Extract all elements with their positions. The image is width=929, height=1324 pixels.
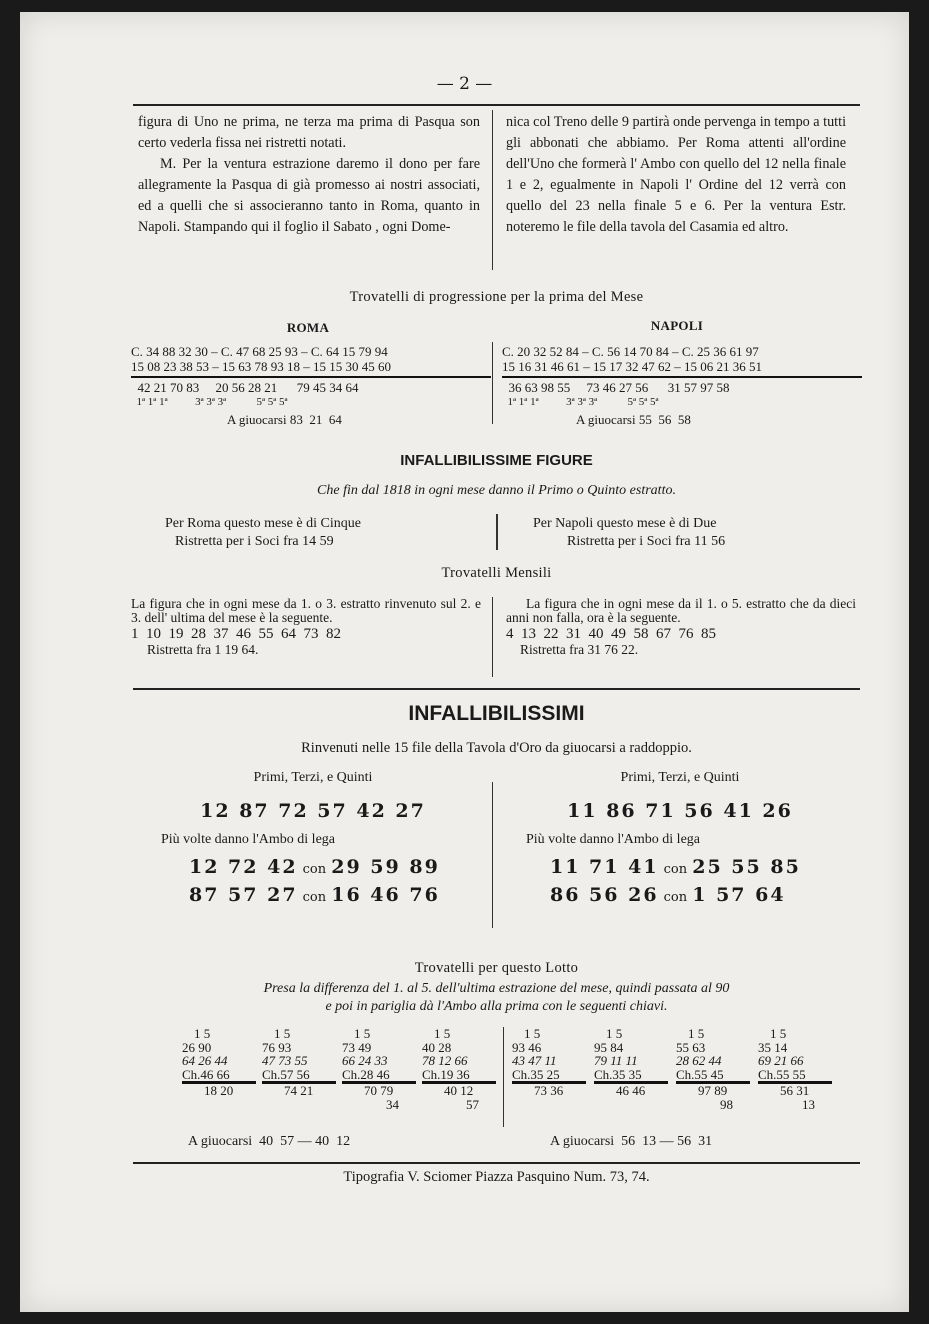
key-4-r2: 40 28 xyxy=(422,1039,452,1055)
left-ambo-2-a: 87 57 27 xyxy=(189,884,298,906)
key-2-r3: 47 73 55 xyxy=(262,1053,308,1068)
key-7-r5: 97 89 xyxy=(698,1083,728,1098)
roma-line-3: 42 21 70 83 20 56 28 21 79 45 34 64 xyxy=(131,380,359,395)
infallibilissimi-title: INFALLIBILISSIMI xyxy=(408,702,585,725)
figure-napoli-line-2: Ristretta per i Soci fra 11 56 xyxy=(567,534,726,549)
intro-left-column xyxy=(138,112,480,238)
key-5-r2: 93 46 xyxy=(512,1039,542,1055)
roma-giuocarsi: A giuocarsi 83 21 64 xyxy=(227,412,342,427)
mensili-right-numbers: 4 13 22 31 40 49 58 67 76 85 xyxy=(506,626,716,642)
napoli-line-1: C. 20 32 52 84 – C. 56 14 70 84 – C. 25 36 61 97 xyxy=(502,344,759,359)
mensili-divider xyxy=(492,597,493,677)
lotto-key-block xyxy=(758,1027,832,1111)
infallibilissimi-left-heading: Primi, Terzi, e Quinti xyxy=(253,770,373,785)
left-ambo-1-con: con xyxy=(302,862,327,877)
page-number: — 2 — xyxy=(436,74,493,94)
left-ambo-2-b: 16 46 76 xyxy=(331,884,440,906)
figure-roma-line-2: Ristretta per i Soci fra 14 59 xyxy=(175,534,334,549)
figure-roma xyxy=(165,515,485,551)
header-rule xyxy=(133,104,860,106)
key-3-r6: 34 xyxy=(386,1096,399,1112)
key-7-r3: 28 62 44 xyxy=(676,1053,722,1068)
key-5-r5: 73 36 xyxy=(534,1083,564,1098)
lotto-keys xyxy=(182,1027,862,1137)
lotto-right-giuocarsi: A giuocarsi 56 13 — 56 31 xyxy=(550,1134,713,1149)
lotto-note-line-2: e poi in pariglia dà l'Ambo alla prima con le seguenti chiavi. xyxy=(325,999,668,1014)
key-2-r1: 1 5 xyxy=(274,1026,291,1041)
infallibilissimi-right xyxy=(500,770,860,906)
napoli-line-2: 15 16 31 46 61 – 15 17 32 47 62 – 15 06 21 36 51 xyxy=(502,359,862,378)
lotto-title: Trovatelli per questo Lotto xyxy=(414,960,579,976)
roma-progression xyxy=(131,344,491,427)
mensili-rule xyxy=(133,688,860,690)
lotto-note xyxy=(133,980,860,1016)
right-ambo-1-a: 11 71 41 xyxy=(550,856,659,878)
figure-roma-line-1: Per Roma questo mese è di Cinque xyxy=(165,516,361,531)
mensili-left-numbers: 1 10 19 28 37 46 55 64 73 82 xyxy=(131,626,341,642)
footer-imprint: Tipografia V. Sciomer Piazza Pasquino Num. 73, 74. xyxy=(343,1169,650,1185)
key-4-r3: 78 12 66 xyxy=(422,1053,468,1068)
key-1-r4: Ch.46 66 xyxy=(182,1068,256,1085)
infallibilissimi-left-ambo-label: Più volte danno l'Ambo di lega xyxy=(161,832,336,847)
figure-napoli-line-1: Per Napoli questo mese è di Due xyxy=(533,516,717,531)
key-4-r4: Ch.19 36 xyxy=(422,1068,496,1085)
key-5-r3: 43 47 11 xyxy=(512,1053,557,1068)
napoli-line-4: 1ª 1ª 1ª 3ª 3ª 3ª 5ª 5ª 5ª xyxy=(502,396,659,408)
key-3-r3: 66 24 33 xyxy=(342,1053,388,1068)
mensili-right-text: La figura che in ogni mese da il 1. o 5. estratto che da dieci anni non falla, ora è la seguente. xyxy=(506,596,856,625)
lotto-key-block xyxy=(262,1027,336,1098)
progressione-title: Trovatelli di progressione per la prima del Mese xyxy=(349,289,644,305)
figure-subtitle: Che fin dal 1818 in ogni mese danno il Primo o Quinto estratto. xyxy=(317,483,676,498)
intro-divider xyxy=(492,110,493,270)
key-2-r5: 74 21 xyxy=(284,1083,314,1098)
infallibilissimi-left-numbers: 12 87 72 57 42 27 xyxy=(200,800,426,822)
key-1-r5: 18 20 xyxy=(204,1083,234,1098)
key-1-r3: 64 26 44 xyxy=(182,1053,228,1068)
key-3-r2: 73 49 xyxy=(342,1039,372,1055)
key-6-r4: Ch.35 35 xyxy=(594,1068,668,1085)
roma-line-4: 1ª 1ª 1ª 3ª 3ª 3ª 5ª 5ª 5ª xyxy=(131,396,288,408)
mensili-left-ristretta: Ristretta fra 1 19 64. xyxy=(147,642,259,657)
figure-napoli xyxy=(533,515,853,551)
key-5-r4: Ch.35 25 xyxy=(512,1068,586,1085)
key-1-r2: 26 90 xyxy=(182,1039,212,1055)
key-4-r1: 1 5 xyxy=(434,1026,451,1041)
figure-divider xyxy=(496,514,498,550)
infallibilissimi-right-ambo-1 xyxy=(550,856,860,878)
left-ambo-1-a: 12 72 42 xyxy=(189,856,298,878)
infallibilissimi-right-numbers: 11 86 71 56 41 26 xyxy=(567,800,793,822)
key-8-r3: 69 21 66 xyxy=(758,1053,804,1068)
lotto-key-block xyxy=(182,1027,256,1098)
intro-right-paragraph: nica col Treno delle 9 partirà onde pervenga in tempo a tutti gli abbonati che abbiamo. Per Roma attenti all'ordine dell'Uno che formerà l' Ambo con quello del 12 nella finale 1 e 2, egualmente in Napoli l' Ordine del 12 verrà con quello del 23 nella finale 5 e 6. Per la ventura Estr. noteremo le file della tavola del Casamia ed altro. xyxy=(506,114,847,235)
lotto-note-line-1: Presa la differenza del 1. al 5. dell'ultima estrazione del mese, quindi passata al 90 xyxy=(263,981,730,996)
right-ambo-2-con: con xyxy=(663,890,688,905)
napoli-label: NAPOLI xyxy=(650,318,704,333)
key-8-r6: 13 xyxy=(802,1096,815,1112)
key-7-r6: 98 xyxy=(720,1096,733,1112)
infallibilissimi-right-ambo-2 xyxy=(550,884,860,906)
right-ambo-2-a: 86 56 26 xyxy=(550,884,659,906)
infallibilissimi-subtitle: Rinvenuti nelle 15 file della Tavola d'Oro da giuocarsi a raddoppio. xyxy=(301,740,692,756)
key-2-r4: Ch.57 56 xyxy=(262,1068,336,1085)
left-ambo-1-b: 29 59 89 xyxy=(331,856,440,878)
infallibilissimi-divider xyxy=(492,782,493,928)
roma-line-1: C. 34 88 32 30 – C. 47 68 25 93 – C. 64 15 79 94 xyxy=(131,344,388,359)
key-6-r2: 95 84 xyxy=(594,1039,624,1055)
lotto-divider xyxy=(503,1027,504,1127)
newspaper-page xyxy=(20,12,909,1312)
key-3-r1: 1 5 xyxy=(354,1026,371,1041)
right-ambo-1-con: con xyxy=(663,862,688,877)
progressione-divider xyxy=(492,342,493,424)
napoli-giuocarsi: A giuocarsi 55 56 58 xyxy=(576,412,691,427)
lotto-key-block xyxy=(342,1027,416,1111)
key-8-r2: 35 14 xyxy=(758,1039,788,1055)
key-5-r1: 1 5 xyxy=(524,1026,541,1041)
lotto-key-block xyxy=(422,1027,496,1111)
key-7-r4: Ch.55 45 xyxy=(676,1068,750,1085)
key-6-r3: 79 11 11 xyxy=(594,1053,638,1068)
infallibilissimi-right-ambo-label: Più volte danno l'Ambo di lega xyxy=(526,832,701,847)
key-8-r4: Ch.55 55 xyxy=(758,1068,832,1085)
intro-right-column xyxy=(506,112,846,238)
key-1-r1: 1 5 xyxy=(194,1026,211,1041)
lotto-left-giuocarsi: A giuocarsi 40 57 — 40 12 xyxy=(188,1134,351,1149)
mensili-left-text: La figura che in ogni mese da 1. o 3. estratto rinvenuto sul 2. e 3. dell' ultima del mese è la seguente. xyxy=(131,596,481,625)
intro-left-paragraph-1: figura di Uno ne prima, ne terza ma prima di Pasqua son certo vederla fissa nei ristretti notati. xyxy=(138,114,480,151)
right-ambo-2-b: 1 57 64 xyxy=(692,884,786,906)
roma-label: ROMA xyxy=(286,320,330,335)
napoli-line-3: 36 63 98 55 73 46 27 56 31 57 97 58 xyxy=(502,380,730,395)
key-3-r5: 70 79 xyxy=(364,1083,394,1098)
key-6-r1: 1 5 xyxy=(606,1026,623,1041)
infallibilissimi-left-ambo-1 xyxy=(189,856,493,878)
key-7-r2: 55 63 xyxy=(676,1039,706,1055)
key-4-r6: 57 xyxy=(466,1096,479,1112)
lotto-key-block xyxy=(676,1027,750,1111)
left-ambo-2-con: con xyxy=(302,890,327,905)
infallibilissimi-right-heading: Primi, Terzi, e Quinti xyxy=(620,770,740,785)
mensili-right-ristretta: Ristretta fra 31 76 22. xyxy=(520,642,639,657)
infallibilissimi-left xyxy=(133,770,493,906)
key-4-r5: 40 12 xyxy=(444,1083,474,1098)
intro-left-paragraph-2: M. Per la ventura estrazione daremo il dono per fare allegramente la Pasqua di già promesso ai nostri associati, ed a quelli che si associeranno tanto in Roma, quanto in Napoli. Stampando qui il foglio il Sabato , ogni Dome- xyxy=(138,156,480,235)
key-6-r5: 46 46 xyxy=(616,1083,646,1098)
key-8-r1: 1 5 xyxy=(770,1026,787,1041)
key-2-r2: 76 93 xyxy=(262,1039,292,1055)
key-3-r4: Ch.28 46 xyxy=(342,1068,416,1085)
infallibilissimi-left-ambo-2 xyxy=(189,884,493,906)
lotto-key-block xyxy=(594,1027,668,1098)
footer-rule xyxy=(133,1162,860,1164)
napoli-progression xyxy=(502,344,862,427)
lotto-key-block xyxy=(512,1027,586,1098)
right-ambo-1-b: 25 55 85 xyxy=(692,856,801,878)
mensili-title: Trovatelli Mensili xyxy=(441,565,552,581)
key-8-r5: 56 31 xyxy=(780,1083,810,1098)
roma-line-2: 15 08 23 38 53 – 15 63 78 93 18 – 15 15 30 45 60 xyxy=(131,359,491,378)
key-7-r1: 1 5 xyxy=(688,1026,705,1041)
figure-title: INFALLIBILISSIME FIGURE xyxy=(400,452,593,469)
mensili-right xyxy=(506,597,856,657)
mensili-left xyxy=(131,597,481,657)
